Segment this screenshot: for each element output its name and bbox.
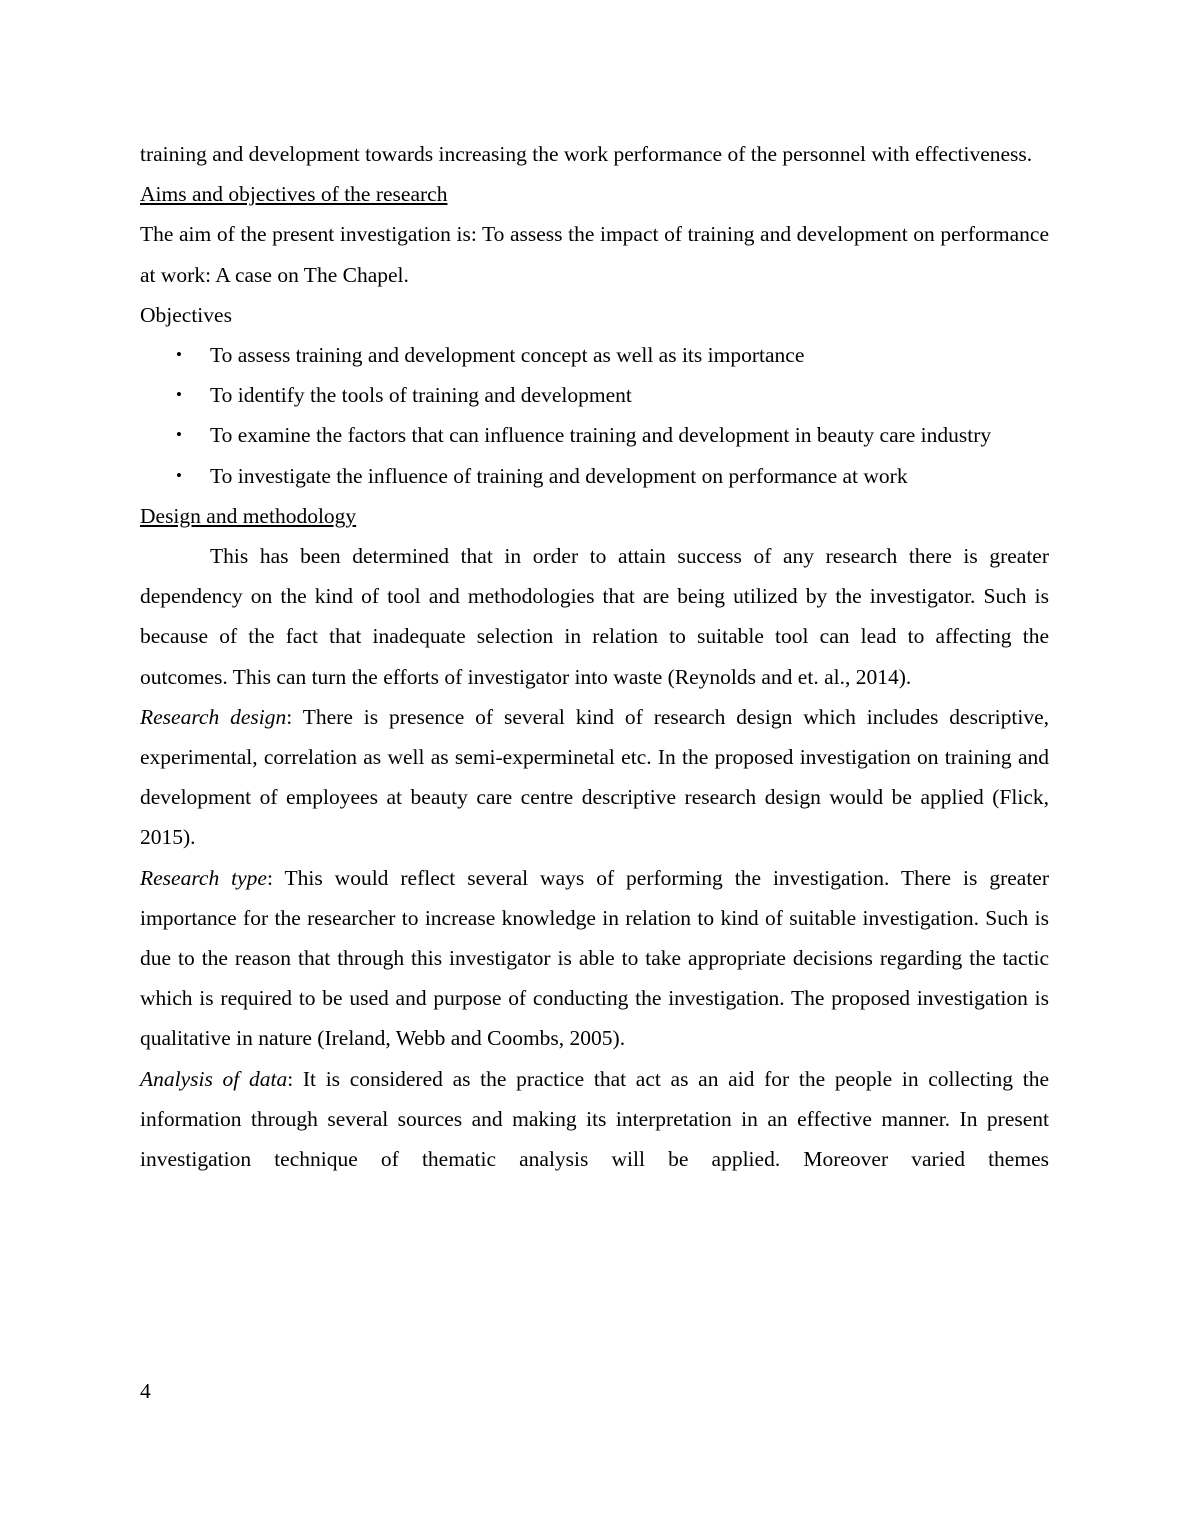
research-type-text: : This would reflect several ways of performing the investigation. There is greater importance for the researcher to increase knowledge in relation to kind of suitable investigation. Such is due to the reason that through this investigator is able to take appropriate decisions regarding the tactic which is required to be used and purpose of conducting the investigation. The proposed investigation is qualitative in nature (Ireland, Webb and Coombs, 2005). — [140, 865, 1049, 1051]
bullet-icon: • — [176, 345, 182, 365]
aims-heading: Aims and objectives of the research — [140, 182, 448, 207]
analysis-of-data-paragraph — [140, 1059, 1049, 1180]
document-body — [140, 134, 1049, 1179]
design-methodology-paragraph: This has been determined that in order to attain success of any research there is greater dependency on the kind of tool and methodologies that are being utilized by the investigator. Such is because of the fact that inadequate selection in relation to suitable tool can lead to affecting the outcomes. This can turn the efforts of investigator into waste (Reynolds and et. al., 2014). — [140, 544, 1049, 689]
objective-item — [140, 375, 1049, 415]
objective-text: To investigate the influence of training and development on performance at work — [210, 463, 908, 488]
aim-statement-paragraph: The aim of the present investigation is: To assess the impact of training and development on performance at work: A case on The Chapel. — [140, 222, 1049, 287]
objective-item — [140, 335, 1049, 375]
objective-text: To identify the tools of training and development — [210, 383, 632, 408]
objective-text: To assess training and development concept as well as its importance — [210, 343, 805, 368]
intro-continuation-paragraph: training and development towards increasing the work performance of the personnel with effectiveness. — [140, 142, 1033, 166]
objective-item — [140, 415, 1049, 455]
objectives-heading: Objectives — [140, 302, 232, 327]
objectives-list — [140, 335, 1049, 496]
analysis-of-data-text: : It is considered as the practice that act as an aid for the people in collecting the information through several sources and making its interpretation in an effective manner. In present investigation technique of thematic analysis will be applied. Moreover varied themes — [140, 1066, 1049, 1172]
objective-text: To examine the factors that can influence training and development in beauty care industry — [210, 423, 992, 448]
research-design-paragraph — [140, 697, 1049, 858]
page-number: 4 — [140, 1379, 151, 1403]
design-methodology-heading: Design and methodology — [140, 503, 357, 528]
bullet-icon: • — [176, 425, 182, 445]
research-type-term: Research type — [140, 865, 267, 890]
research-type-paragraph — [140, 858, 1049, 1059]
analysis-of-data-term: Analysis of data — [140, 1066, 288, 1091]
research-design-text: : There is presence of several kind of research design which includes descriptive, experimental, correlation as well as semi-experminetal etc. In the proposed investigation on training and development of employees at beauty care centre descriptive research design would be applied (Flick, 2015). — [140, 704, 1049, 850]
bullet-icon: • — [176, 465, 182, 485]
objective-item — [140, 456, 1049, 496]
research-design-term: Research design — [140, 704, 287, 729]
bullet-icon: • — [176, 385, 182, 405]
